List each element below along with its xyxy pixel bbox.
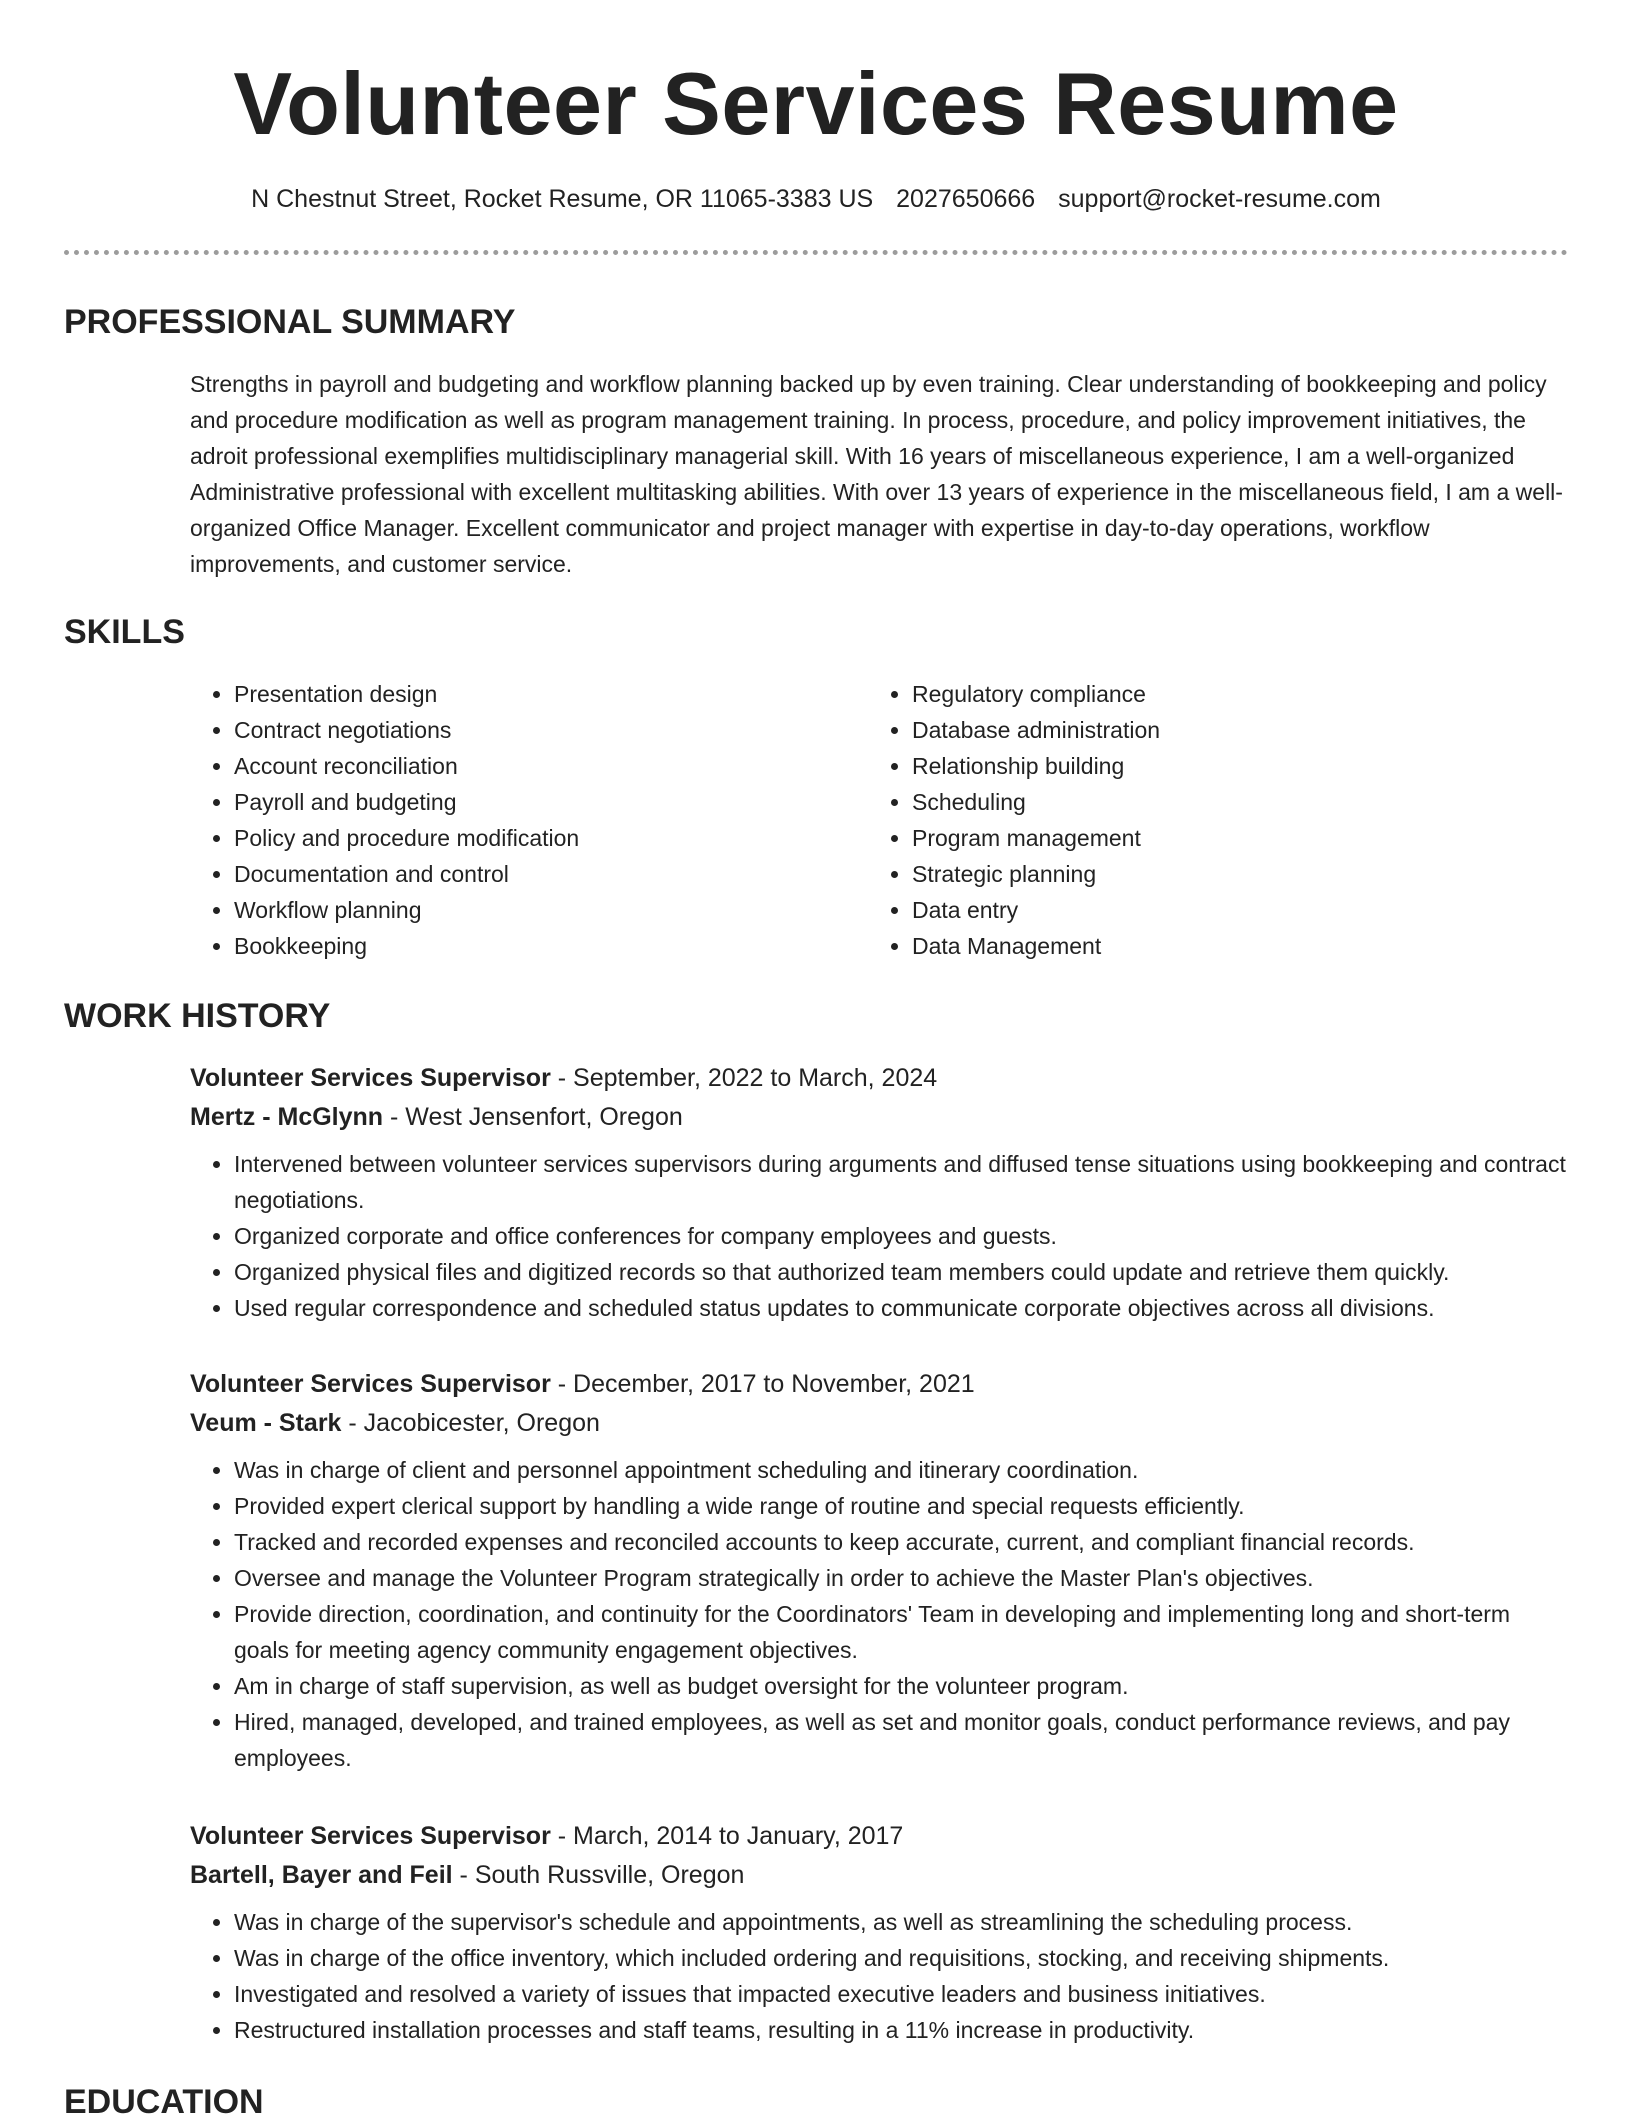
skills-list-right (868, 676, 1508, 964)
section-title-work-history: WORK HISTORY (64, 997, 331, 1035)
job-role: Volunteer Services Supervisor (190, 1822, 551, 1850)
job-bullet: • Intervened between volunteer services supervisors during arguments and diffused tense situations using bookkeeping and contract negotiations. (234, 1146, 1570, 1218)
job-location: - South Russville, Oregon (452, 1861, 745, 1889)
job-dates: - March, 2014 to January, 2017 (550, 1822, 904, 1850)
job-location: - West Jensenfort, Oregon (383, 1103, 683, 1131)
contact-line (0, 182, 1632, 216)
job-bullet: • Provide direction, coordination, and continuity for the Coordinators' Team in developing and implementing long and short-term goals for meeting agency community engagement objectives. (234, 1596, 1570, 1668)
job-employer (190, 1404, 1570, 1442)
job-heading (190, 1816, 1570, 1856)
job-bullets (190, 1452, 1570, 1776)
skill-item: • Program management (912, 820, 1508, 856)
skill-item: • Payroll and budgeting (234, 784, 830, 820)
job-bullet: • Was in charge of the supervisor's schedule and appointments, as well as streamlining the scheduling process. (234, 1904, 1570, 1940)
job-bullet: • Provided expert clerical support by handling a wide range of routine and special requests efficiently. (234, 1488, 1570, 1524)
skill-item: • Regulatory compliance (912, 676, 1508, 712)
skill-item: • Strategic planning (912, 856, 1508, 892)
job-bullet: • Was in charge of client and personnel appointment scheduling and itinerary coordination. (234, 1452, 1570, 1488)
skills-list-left (190, 676, 830, 964)
job-heading (190, 1364, 1570, 1404)
contact-phone: 2027650666 (896, 185, 1036, 213)
job-bullet: • Tracked and recorded expenses and reconciled accounts to keep accurate, current, and compliant financial records. (234, 1524, 1570, 1560)
section-title-summary: PROFESSIONAL SUMMARY (64, 303, 516, 341)
job-bullets (190, 1904, 1570, 2048)
job-bullet: • Organized physical files and digitized records so that authorized team members could update and retrieve them quickly. (234, 1254, 1570, 1290)
skill-item: • Relationship building (912, 748, 1508, 784)
job-bullet: • Oversee and manage the Volunteer Program strategically in order to achieve the Master Plan's objectives. (234, 1560, 1570, 1596)
contact-address: N Chestnut Street, Rocket Resume, OR 11065-3383 US (251, 185, 874, 213)
job-bullet: • Hired, managed, developed, and trained employees, as well as set and monitor goals, conduct performance reviews, and pay employees. (234, 1704, 1570, 1776)
contact-email: support@rocket-resume.com (1058, 185, 1381, 213)
header-divider (64, 250, 1568, 255)
skill-item: • Database administration (912, 712, 1508, 748)
job-bullets (190, 1146, 1570, 1326)
skill-item: • Account reconciliation (234, 748, 830, 784)
job-role: Volunteer Services Supervisor (190, 1064, 551, 1092)
job-dates: - September, 2022 to March, 2024 (550, 1064, 938, 1092)
skills-column-left (190, 676, 830, 964)
job-dates: - December, 2017 to November, 2021 (550, 1370, 975, 1398)
skill-item: • Presentation design (234, 676, 830, 712)
skill-item: • Scheduling (912, 784, 1508, 820)
job-company: Mertz - McGlynn (190, 1103, 384, 1131)
resume-title: Volunteer Services Resume (233, 54, 1399, 153)
job-entry (190, 1058, 1570, 1326)
skills-column-right (868, 676, 1508, 964)
job-employer (190, 1856, 1570, 1894)
job-heading (190, 1058, 1570, 1098)
skill-item: • Workflow planning (234, 892, 830, 928)
job-bullet: • Investigated and resolved a variety of issues that impacted executive leaders and business initiatives. (234, 1976, 1570, 2012)
job-bullet: • Restructured installation processes and staff teams, resulting in a 11% increase in productivity. (234, 2012, 1570, 2048)
section-title-education: EDUCATION (64, 2083, 264, 2121)
job-bullet: • Was in charge of the office inventory, which included ordering and requisitions, stocking, and receiving shipments. (234, 1940, 1570, 1976)
skill-item: • Contract negotiations (234, 712, 830, 748)
job-location: - Jacobicester, Oregon (341, 1409, 600, 1437)
job-role: Volunteer Services Supervisor (190, 1370, 551, 1398)
skill-item: • Policy and procedure modification (234, 820, 830, 856)
skill-item: • Data Management (912, 928, 1508, 964)
job-entry (190, 1816, 1570, 2048)
skill-item: • Documentation and control (234, 856, 830, 892)
job-company: Bartell, Bayer and Feil (190, 1861, 453, 1889)
job-entry (190, 1364, 1570, 1776)
skill-item: • Data entry (912, 892, 1508, 928)
job-company: Veum - Stark (190, 1409, 342, 1437)
job-employer (190, 1098, 1570, 1136)
section-title-skills: SKILLS (64, 613, 185, 651)
skill-item: • Bookkeeping (234, 928, 830, 964)
summary-text: Strengths in payroll and budgeting and workflow planning backed up by even training. Clear understanding of bookkeeping and policy and procedure modification as well as program management training. In process, procedure, and policy improvement initiatives, the adroit professional exemplifies multidisciplinary managerial skill. With 16 years of miscellaneous experience, I am a well-organized Administrative professional with excellent multitasking abilities. With over 13 years of experience in the miscellaneous field, I am a well-organized Office Manager. Excellent communicator and project manager with expertise in day-to-day operations, workflow improvements, and customer service. (190, 371, 1563, 577)
job-bullet: • Used regular correspondence and scheduled status updates to communicate corporate objectives across all divisions. (234, 1290, 1570, 1326)
job-bullet: • Organized corporate and office conferences for company employees and guests. (234, 1218, 1570, 1254)
job-bullet: • Am in charge of staff supervision, as well as budget oversight for the volunteer program. (234, 1668, 1570, 1704)
